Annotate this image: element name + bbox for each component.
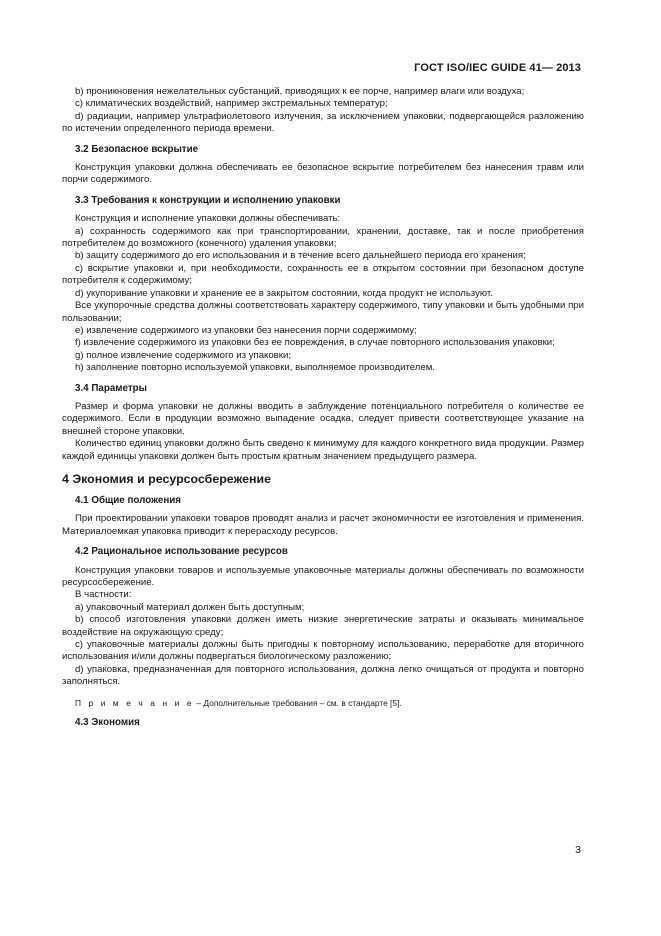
page-number: 3 [575,844,581,856]
paragraph: Количество единиц упаковки должно быть сведено к минимуму для каждого конкретного вида продукции. Размер каждой единицы упаковки должен быть простым кратным значением предыдущего размера. [62,438,584,462]
list-item: c) климатических воздействий, например экстремальных температур; [75,98,388,110]
section-heading-4-3: 4.3 Экономия [75,717,140,729]
paragraph: В частности: [75,589,132,601]
paragraph: Конструкция и исполнение упаковки должны обеспечивать: [75,213,341,225]
section-heading-3-4: 3.4 Параметры [75,382,147,394]
paragraph: Размер и форма упаковки не должны вводить в заблуждение потенциального потребителя о количестве ее содержимого. Если в продукции возможно выпадение осадка, следует привести соответствующее указание на внешней стороне упаковки. [62,400,584,437]
list-item: d) упаковка, предназначенная для повторного использования, должна легко очищаться от продукта и повторно заполняться. [62,663,584,688]
paragraph: Конструкция упаковки должна обеспечивать ее безопасное вскрытие потребителем без нанесения травм или порчи содержимого. [62,162,584,186]
list-item: b) способ изготовления упаковки должен иметь низкие энергетические затраты и оказывать минимальное воздействие на окружающую среду; [62,614,584,638]
section-heading-3-2: 3.2 Безопасное вскрытие [75,143,199,155]
chapter-heading-4: 4 Экономия и ресурсосбережение [62,471,272,486]
list-item: a) сохранность содержимого как при транспортировании, хранении, доставке, так и после приобретения потребителем до возможного (конечного) удаления упаковки; [62,225,584,250]
list-item: b) защиту содержимого до его использования и в течение всего дальнейшего периода его хранения; [75,250,526,262]
section-heading-4-2: 4.2 Рациональное использование ресурсов [75,546,288,558]
list-item: h) заполнение повторно используемой упаковки, выполняемое производителем. [75,362,435,374]
note-label: П р и м е ч а н и е [75,697,195,708]
list-item: b) проникновения нежелательных субстанций, приводящих к ее порче, например влаги или воздуха; [75,86,525,97]
list-item: a) упаковочный материал должен быть доступным; [75,601,305,613]
paragraph: При проектировании упаковки товаров проводят анализ и расчет экономичности ее изготовления и применения. Материалоемкая упаковка приводит к перерасходу ресурсов. [62,513,584,537]
list-item: e) извлечение содержимого из упаковки без нанесения порчи содержимому; [75,324,417,336]
section-heading-4-1: 4.1 Общие положения [75,494,182,506]
paragraph: Все укупорочные средства должны соответствовать характеру содержимого, типу упаковки и быть удобными при пользовании; [62,300,584,324]
page-body [62,86,584,729]
list-item: d) укупоривание упаковки и хранение ее в закрытом состоянии, когда продукт не используют. [75,287,493,299]
paragraph: Конструкция упаковки товаров и используемые упаковочные материалы должны обеспечивать по возможности ресурсосбережение. [62,564,584,588]
list-item: c) вскрытие упаковки и, при необходимости, сохранность ее в открытом состоянии при безопасном доступе потребителя к содержимому; [62,262,584,287]
list-item: f) извлечение содержимого из упаковки без ее повреждения, в случае повторного использования упаковки; [75,337,555,349]
list-item: c) упаковочные материалы должны быть пригодны к повторному использованию, переработке для вторичного использования и/или должны подвергаться биологическому разложению; [62,639,584,663]
list-item: g) полное извлечение содержимого из упаковки; [75,349,291,361]
section-heading-3-3: 3.3 Требования к конструкции и исполнению упаковки [75,194,341,206]
note-text: – Дополнительные требования – см. в стандарте [5]. [194,697,402,708]
note [62,697,584,709]
list-item: d) радиации, например ультрафиолетового излучения, за исключением упаковки, подвергающейся разложению по истечении определенного периода времени. [62,110,584,135]
document-header: ГОСТ ISO/IEC GUIDE 41— 2013 [414,62,581,74]
